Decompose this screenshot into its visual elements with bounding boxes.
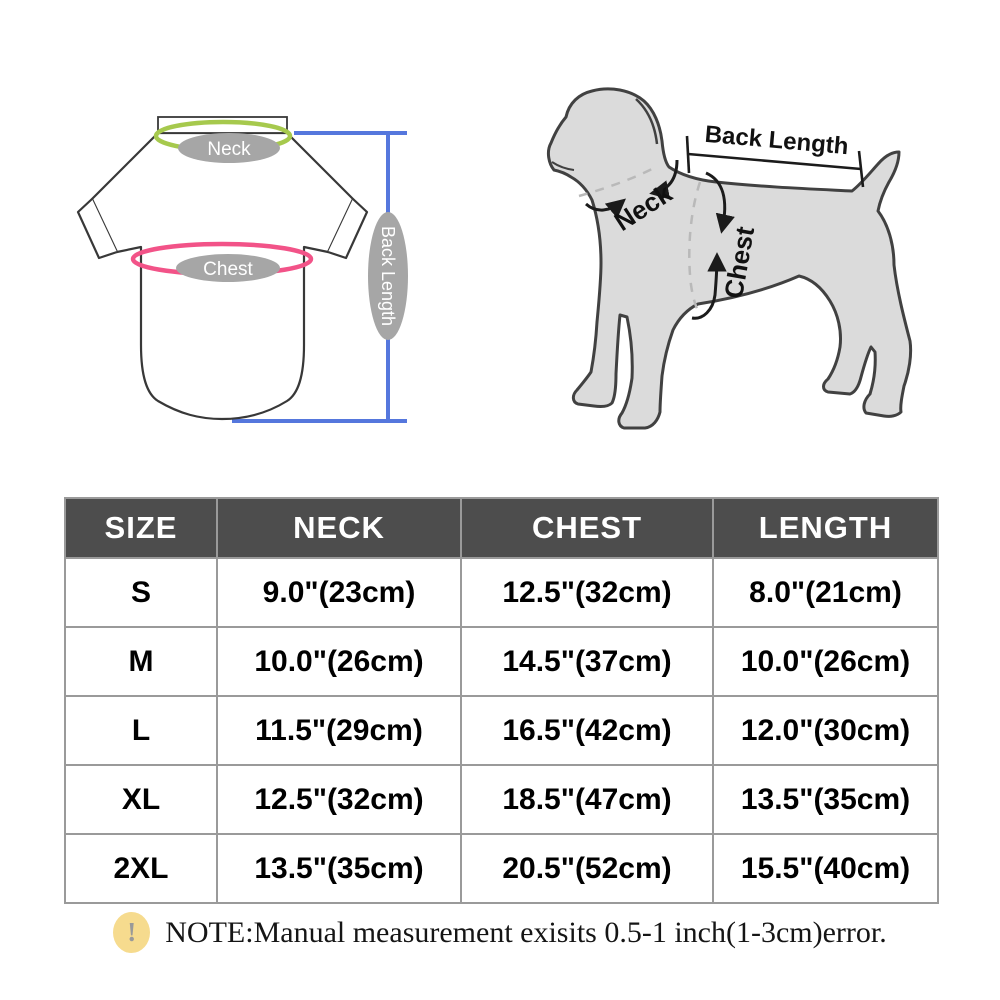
neck-cell: 10.0"(26cm): [217, 627, 461, 696]
dog-chest-label: Chest: [718, 224, 761, 301]
chest-cell: 16.5"(42cm): [461, 696, 713, 765]
shirt-chest-label: Chest: [203, 259, 253, 280]
column-header-length: LENGTH: [713, 498, 938, 558]
dog-back-length-label: Back Length: [703, 120, 850, 161]
column-header-size: SIZE: [65, 498, 217, 558]
note-row: [0, 912, 1000, 953]
shirt-back-length-label: Back Length: [378, 225, 398, 327]
chest-cell: 14.5"(37cm): [461, 627, 713, 696]
neck-cell: 9.0"(23cm): [217, 558, 461, 627]
neck-cell: 13.5"(35cm): [217, 834, 461, 903]
length-cell: 13.5"(35cm): [713, 765, 938, 834]
size-cell: 2XL: [65, 834, 217, 903]
shirt-diagram: [78, 117, 408, 421]
table-row: [65, 834, 938, 903]
length-cell: 10.0"(26cm): [713, 627, 938, 696]
chest-cell: 18.5"(47cm): [461, 765, 713, 834]
measurement-diagram: [0, 0, 1000, 480]
size-chart-table: [64, 497, 939, 904]
length-cell: 8.0"(21cm): [713, 558, 938, 627]
chest-cell: 12.5"(32cm): [461, 558, 713, 627]
column-header-chest: CHEST: [461, 498, 713, 558]
neck-cell: 12.5"(32cm): [217, 765, 461, 834]
dog-diagram: [548, 89, 910, 428]
table-header-row: [65, 498, 938, 558]
exclamation-icon: !: [113, 912, 150, 953]
neck-cell: 11.5"(29cm): [217, 696, 461, 765]
table-row: [65, 558, 938, 627]
shirt-neck-label: Neck: [207, 139, 251, 160]
table-row: [65, 627, 938, 696]
chest-cell: 20.5"(52cm): [461, 834, 713, 903]
note-text: NOTE:Manual measurement exisits 0.5-1 inch(1-3cm)error.: [165, 915, 887, 949]
dog-neck-label: Neck: [608, 177, 678, 237]
length-cell: 15.5"(40cm): [713, 834, 938, 903]
column-header-neck: NECK: [217, 498, 461, 558]
length-cell: 12.0"(30cm): [713, 696, 938, 765]
size-cell: L: [65, 696, 217, 765]
table-row: [65, 696, 938, 765]
size-cell: M: [65, 627, 217, 696]
size-cell: XL: [65, 765, 217, 834]
table-row: [65, 765, 938, 834]
size-cell: S: [65, 558, 217, 627]
